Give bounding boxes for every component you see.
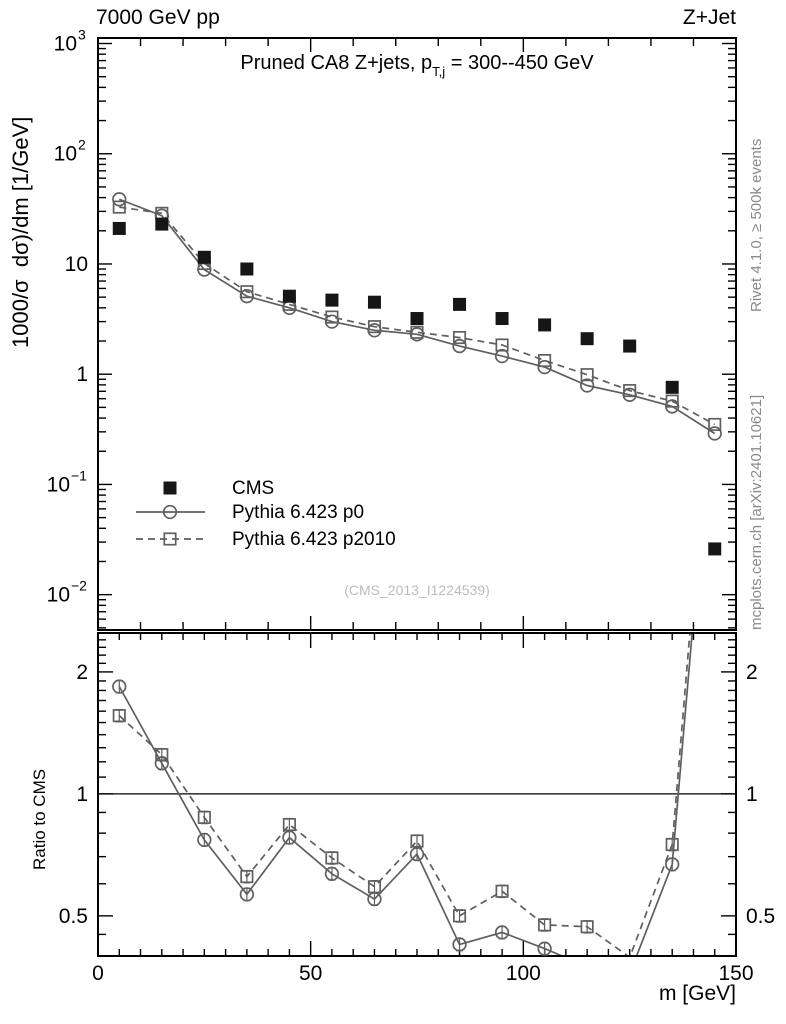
beam-label: 7000 GeV pp [96, 6, 220, 29]
mcplots-reference-note: mcplots.cern.ch [arXiv:2401.10621] [748, 394, 765, 630]
plot-title-prefix: Pruned CA8 Z+jets, p [240, 52, 433, 74]
svg-text:1: 1 [746, 782, 758, 806]
plot-title-subscript: T,j [432, 64, 446, 79]
svg-text:1: 1 [76, 363, 88, 387]
analysis-id-watermark: (CMS_2013_I1224539) [344, 582, 490, 598]
svg-text:10: 10 [46, 583, 70, 607]
svg-text:2: 2 [76, 660, 88, 684]
rivet-version-note: Rivet 4.1.0, ≥ 500k events [748, 138, 765, 312]
y-axis-title-main: 1000/σ dσ)/dm [1/GeV] [8, 116, 33, 348]
svg-text:0.5: 0.5 [58, 904, 88, 928]
svg-text:10: 10 [46, 473, 70, 497]
ratio-panel [59, 336, 775, 985]
legend-label-cms: CMS [232, 478, 275, 499]
plot-title [98, 52, 736, 79]
svg-text:0.5: 0.5 [746, 904, 776, 928]
y-axis-title-ratio: Ratio to CMS [30, 768, 49, 870]
svg-text:−1: −1 [71, 467, 87, 484]
plot-title-suffix: = 300--450 GeV [445, 52, 594, 74]
svg-text:2: 2 [746, 660, 758, 684]
legend-label-pythia-p2010: Pythia 6.423 p2010 [232, 529, 396, 550]
svg-text:100: 100 [505, 962, 541, 985]
x-axis-title: m [GeV] [658, 982, 736, 1005]
svg-text:2: 2 [78, 136, 86, 153]
curve-pythia-6-423-p2010 [119, 336, 714, 957]
process-label: Z+Jet [682, 6, 736, 29]
main-y-tick-labels [47, 27, 88, 607]
svg-text:1: 1 [76, 782, 88, 806]
main-y-ticks [98, 44, 736, 628]
svg-text:10: 10 [53, 142, 77, 166]
svg-text:−2: −2 [71, 577, 87, 594]
svg-text:10: 10 [53, 32, 77, 56]
markers-pythia-6-423-p2010 [114, 710, 678, 933]
svg-text:50: 50 [298, 962, 323, 985]
svg-text:150: 150 [718, 962, 754, 985]
curve-pythia-6-423-p0 [119, 372, 714, 974]
svg-text:0: 0 [92, 962, 104, 985]
svg-text:10: 10 [64, 252, 88, 276]
svg-text:3: 3 [78, 26, 86, 43]
ratio-y-ticks [98, 640, 736, 935]
legend-label-pythia-p0: Pythia 6.423 p0 [232, 502, 365, 523]
legend [136, 482, 205, 545]
